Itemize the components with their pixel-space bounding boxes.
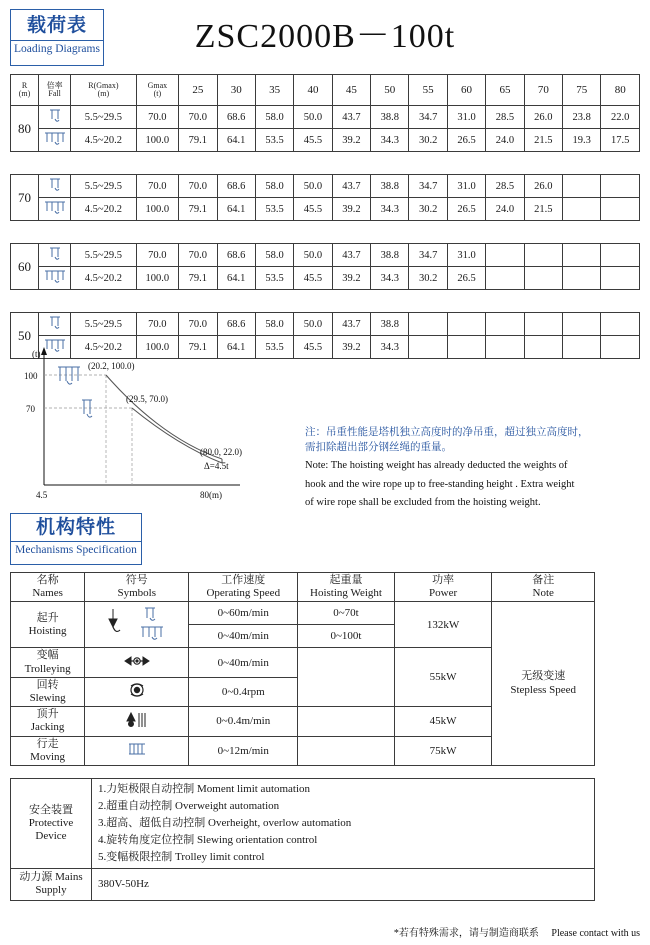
- mech-speed-hoisting-2: 0~40m/min: [189, 625, 298, 648]
- load-row-gmax: 70.0: [136, 244, 179, 267]
- chart-annotation-2: (80.0, 22.0): [200, 447, 242, 457]
- load-cell: 34.3: [371, 198, 409, 221]
- note-en-line2: hook and the wire rope up to free-standing height . Extra weight: [305, 478, 575, 490]
- table-row: [11, 198, 640, 221]
- load-cell: 26.5: [447, 198, 485, 221]
- mech-weight-jacking: [298, 707, 395, 736]
- load-cell: [601, 336, 640, 359]
- load-curve-svg: [14, 345, 254, 510]
- loading-diagrams-title-en: Loading Diagrams: [11, 40, 103, 56]
- load-cell: 53.5: [255, 336, 293, 359]
- mech-row-hoisting-a: [11, 602, 595, 625]
- fall-4-icon: [42, 131, 68, 146]
- mech-header-power: 功率 Power: [394, 573, 492, 602]
- load-row-gmax: 100.0: [136, 267, 179, 290]
- load-cell: 43.7: [332, 175, 370, 198]
- header-col-6: 55: [409, 75, 447, 106]
- load-cell: 53.5: [255, 198, 293, 221]
- header-r: R (m): [11, 75, 39, 106]
- load-cell: 21.5: [524, 198, 562, 221]
- mech-header-symbols: 符号 Symbols: [85, 573, 189, 602]
- load-cell: 45.5: [294, 267, 332, 290]
- load-cell: 38.8: [371, 244, 409, 267]
- table-row: [11, 267, 640, 290]
- chart-annotation-0: (20.2, 100.0): [88, 361, 135, 371]
- note-en-line3: of wire rope shall be excluded from the hoisting weight.: [305, 496, 541, 508]
- load-cell: [601, 198, 640, 221]
- mech-weight-hoisting-1: 0~70t: [298, 602, 395, 625]
- note-cn-line2: 需扣除超出部分钢丝绳的重量。: [305, 442, 452, 454]
- load-row-rgmax: 5.5~29.5: [71, 106, 136, 129]
- note-cn-line1: 注：吊重性能是塔机独立高度时的净吊重，超过独立高度时，: [305, 427, 589, 438]
- safety-item-5: 5.变幅极限控制 Trolley limit control: [98, 851, 265, 864]
- load-row-fall: [39, 175, 71, 198]
- mech-name-trolleying: 变幅 Trolleying: [11, 648, 85, 677]
- load-curve-chart: [14, 345, 254, 510]
- mech-speed-hoisting-1: 0~60m/min: [189, 602, 298, 625]
- load-cell: 70.0: [179, 313, 217, 336]
- load-cell: [486, 267, 524, 290]
- mech-name-hoisting: 起升 Hoisting: [11, 602, 85, 648]
- mains-supply-value: 380V-50Hz: [92, 869, 595, 900]
- load-cell: [601, 313, 640, 336]
- load-cell: 70.0: [179, 244, 217, 267]
- load-cell: 34.7: [409, 175, 447, 198]
- header-col-2: 35: [255, 75, 293, 106]
- footer: [0, 924, 640, 939]
- load-cell: 50.0: [294, 244, 332, 267]
- load-cell: 45.5: [294, 336, 332, 359]
- load-row-fall: [39, 198, 71, 221]
- header-gmax: Gmax (t): [136, 75, 179, 106]
- mech-power-moving: 75kW: [394, 736, 492, 765]
- load-row-rgmax: 4.5~20.2: [71, 336, 136, 359]
- table-row-gap: [11, 221, 640, 244]
- mech-name-moving: 行走 Moving: [11, 736, 85, 765]
- load-cell: [524, 313, 562, 336]
- fall-2-icon: [44, 108, 66, 123]
- load-cell: [563, 175, 601, 198]
- load-cell: 21.5: [524, 129, 562, 152]
- note-block: [305, 425, 635, 510]
- load-cell: [563, 198, 601, 221]
- load-cell: 53.5: [255, 129, 293, 152]
- load-cell: 34.3: [371, 336, 409, 359]
- header-col-3: 40: [294, 75, 332, 106]
- header-col-5: 50: [371, 75, 409, 106]
- load-cell: [601, 244, 640, 267]
- load-row-gmax: 100.0: [136, 129, 179, 152]
- load-cell: 30.2: [409, 129, 447, 152]
- mechanisms-table: [10, 572, 595, 766]
- load-cell: 64.1: [217, 267, 255, 290]
- load-row-fall: [39, 313, 71, 336]
- safety-table: [10, 778, 595, 901]
- load-cell: [524, 267, 562, 290]
- load-cell: 58.0: [255, 244, 293, 267]
- header-rgmax: R(Gmax) (m): [71, 75, 136, 106]
- header-fall: 倍率 Fall: [39, 75, 71, 106]
- load-cell: 53.5: [255, 267, 293, 290]
- load-cell: 68.6: [217, 313, 255, 336]
- load-cell: [563, 336, 601, 359]
- safety-item-2: 2.超重自动控制 Overweight automation: [98, 800, 280, 813]
- load-row-fall: [39, 129, 71, 152]
- load-cell: 17.5: [601, 129, 640, 152]
- footer-cn: *若有特殊需求，请与制造商联系: [393, 928, 539, 939]
- load-cell: 26.5: [447, 267, 485, 290]
- load-table-header-row: [11, 75, 640, 106]
- header-col-10: 75: [563, 75, 601, 106]
- load-cell: 23.8: [563, 106, 601, 129]
- mech-weight-moving: [298, 736, 395, 765]
- load-cell: 39.2: [332, 198, 370, 221]
- load-cell: 28.5: [486, 175, 524, 198]
- load-row-radius: 80: [11, 106, 39, 152]
- table-row: [11, 175, 640, 198]
- page-header: [0, 0, 650, 70]
- load-cell: 64.1: [217, 198, 255, 221]
- mechanisms-badge: [10, 513, 142, 565]
- load-cell: 38.8: [371, 313, 409, 336]
- mains-supply-label: 动力源 Mains Supply: [11, 869, 92, 900]
- loading-diagrams-title-cn: 载荷表: [26, 15, 87, 36]
- load-cell: 38.8: [371, 106, 409, 129]
- load-cell: 79.1: [179, 267, 217, 290]
- load-cell: 22.0: [601, 106, 640, 129]
- load-cell: [563, 313, 601, 336]
- table-row: [11, 313, 640, 336]
- load-cell: 26.5: [447, 129, 485, 152]
- mech-name-jacking: 顶升 Jacking: [11, 707, 85, 736]
- chart-xtick-0: 4.5: [36, 490, 48, 500]
- load-cell: 43.7: [332, 244, 370, 267]
- load-cell: 34.7: [409, 106, 447, 129]
- table-row-gap: [11, 152, 640, 175]
- load-table: [10, 74, 640, 359]
- load-row-rgmax: 4.5~20.2: [71, 267, 136, 290]
- header-col-7: 60: [447, 75, 485, 106]
- mech-speed-moving: 0~12m/min: [189, 736, 298, 765]
- trolleying-symbol-icon: [85, 648, 189, 677]
- mechanisms-title-en: Mechanisms Specification: [11, 541, 141, 557]
- safety-item-3: 3.超高、超低自动控制 Overheight, overlow automation: [98, 817, 352, 830]
- load-row-fall: [39, 106, 71, 129]
- load-cell: [601, 175, 640, 198]
- load-cell: 58.0: [255, 175, 293, 198]
- safety-row: [11, 779, 595, 869]
- header-col-0: 25: [179, 75, 217, 106]
- mech-power-hoisting: 132kW: [394, 602, 492, 648]
- load-cell: 39.2: [332, 129, 370, 152]
- jacking-symbol-icon: [85, 707, 189, 736]
- mech-header-name: 名称 Names: [11, 573, 85, 602]
- mechanisms-header-row: [11, 573, 595, 602]
- load-row-rgmax: 5.5~29.5: [71, 313, 136, 336]
- load-cell: 28.5: [486, 106, 524, 129]
- load-row-rgmax: 5.5~29.5: [71, 244, 136, 267]
- load-cell: 34.3: [371, 267, 409, 290]
- header-col-4: 45: [332, 75, 370, 106]
- load-cell: 30.2: [409, 198, 447, 221]
- fall-4-icon: [42, 200, 68, 215]
- mech-header-weight: 起重量 Hoisting Weight: [298, 573, 395, 602]
- table-row-gap: [11, 290, 640, 313]
- load-cell: 24.0: [486, 129, 524, 152]
- load-cell: 26.0: [524, 175, 562, 198]
- slewing-symbol-icon: [85, 677, 189, 706]
- load-cell: 39.2: [332, 336, 370, 359]
- hoisting-symbol-icon: [85, 602, 189, 648]
- load-cell: [524, 336, 562, 359]
- mech-power-jacking: 45kW: [394, 707, 492, 736]
- load-row-rgmax: 4.5~20.2: [71, 198, 136, 221]
- mech-power-trolleying-slewing: 55kW: [394, 648, 492, 707]
- load-cell: 79.1: [179, 336, 217, 359]
- load-cell: 43.7: [332, 106, 370, 129]
- mechanisms-title-cn: 机构特性: [35, 517, 116, 538]
- load-table-head: [11, 75, 640, 106]
- load-cell: 31.0: [447, 244, 485, 267]
- fall-2-icon: [44, 315, 66, 330]
- load-cell: 64.1: [217, 336, 255, 359]
- safety-item-4: 4.旋转角度定位控制 Slewing orientation control: [98, 834, 318, 847]
- fall-4-icon: [42, 269, 68, 284]
- load-cell: 50.0: [294, 313, 332, 336]
- load-cell: 38.8: [371, 175, 409, 198]
- mech-weight-mid: [298, 648, 395, 707]
- load-cell: 19.3: [563, 129, 601, 152]
- chart-ytick-1: 70: [26, 404, 35, 414]
- load-cell: [409, 313, 447, 336]
- load-cell: 70.0: [179, 175, 217, 198]
- load-cell: [563, 244, 601, 267]
- load-cell: 58.0: [255, 313, 293, 336]
- load-cell: 68.6: [217, 244, 255, 267]
- load-cell: 39.2: [332, 267, 370, 290]
- load-cell: 68.6: [217, 106, 255, 129]
- load-row-gmax: 100.0: [136, 198, 179, 221]
- load-table-body: [11, 106, 640, 359]
- load-cell: [486, 244, 524, 267]
- load-cell: 30.2: [409, 267, 447, 290]
- footer-en: Please contact with us: [551, 928, 640, 939]
- safety-items: [92, 779, 595, 869]
- load-cell: 31.0: [447, 175, 485, 198]
- mech-header-speed: 工作速度 Operating Speed: [189, 573, 298, 602]
- load-cell: [447, 313, 485, 336]
- load-cell: 34.7: [409, 244, 447, 267]
- header-col-1: 30: [217, 75, 255, 106]
- load-cell: 45.5: [294, 129, 332, 152]
- load-row-fall: [39, 267, 71, 290]
- load-cell: 50.0: [294, 175, 332, 198]
- load-cell: 79.1: [179, 198, 217, 221]
- mech-speed-slewing: 0~0.4rpm: [189, 677, 298, 706]
- load-row-rgmax: 5.5~29.5: [71, 175, 136, 198]
- load-row-radius: 70: [11, 175, 39, 221]
- fall-2-icon: [44, 177, 66, 192]
- mech-speed-jacking: 0~0.4m/min: [189, 707, 298, 736]
- header-col-9: 70: [524, 75, 562, 106]
- load-row-gmax: 70.0: [136, 106, 179, 129]
- mech-note-cell: 无级变速 Stepless Speed: [492, 602, 595, 766]
- table-row: [11, 244, 640, 267]
- chart-ylabel: (t): [32, 349, 41, 359]
- moving-symbol-icon: [85, 736, 189, 765]
- load-cell: 58.0: [255, 106, 293, 129]
- header-col-11: 80: [601, 75, 640, 106]
- load-cell: [524, 244, 562, 267]
- load-cell: 50.0: [294, 106, 332, 129]
- load-cell: 26.0: [524, 106, 562, 129]
- load-cell: [486, 336, 524, 359]
- load-cell: 31.0: [447, 106, 485, 129]
- mains-supply-row: [11, 869, 595, 900]
- load-row-radius: 50: [11, 313, 39, 359]
- load-cell: 70.0: [179, 106, 217, 129]
- load-row-fall: [39, 244, 71, 267]
- chart-xtick-1: 80(m): [200, 490, 222, 500]
- load-cell: 64.1: [217, 129, 255, 152]
- model-title: ZSC2000B－100t: [194, 18, 456, 55]
- mech-name-slewing: 回转 Slewing: [11, 677, 85, 706]
- note-en-line1: Note: The hoisting weight has already deducted the weights of: [305, 460, 568, 472]
- fall-2-icon: [44, 246, 66, 261]
- load-row-gmax: 100.0: [136, 336, 179, 359]
- load-cell: 79.1: [179, 129, 217, 152]
- header-col-8: 65: [486, 75, 524, 106]
- mech-speed-trolleying: 0~40m/min: [189, 648, 298, 677]
- safety-label: 安全装置 Protective Device: [11, 779, 92, 869]
- load-cell: [563, 267, 601, 290]
- mech-weight-hoisting-2: 0~100t: [298, 625, 395, 648]
- load-cell: 34.3: [371, 129, 409, 152]
- load-row-gmax: 70.0: [136, 313, 179, 336]
- load-row-radius: 60: [11, 244, 39, 290]
- load-cell: 24.0: [486, 198, 524, 221]
- load-cell: [409, 336, 447, 359]
- load-cell: [447, 336, 485, 359]
- load-cell: [601, 267, 640, 290]
- load-row-gmax: 70.0: [136, 175, 179, 198]
- load-cell: 43.7: [332, 313, 370, 336]
- mech-header-note: 备注 Note: [492, 573, 595, 602]
- chart-annotation-3: Δ=4.5t: [204, 461, 229, 471]
- load-cell: [486, 313, 524, 336]
- table-row: [11, 129, 640, 152]
- chart-ytick-0: 100: [24, 371, 38, 381]
- chart-annotation-1: (29.5, 70.0): [126, 394, 168, 404]
- load-row-rgmax: 4.5~20.2: [71, 129, 136, 152]
- load-cell: 68.6: [217, 175, 255, 198]
- table-row: [11, 106, 640, 129]
- load-cell: 45.5: [294, 198, 332, 221]
- safety-item-1: 1.力矩极限自动控制 Moment limit automation: [98, 783, 311, 795]
